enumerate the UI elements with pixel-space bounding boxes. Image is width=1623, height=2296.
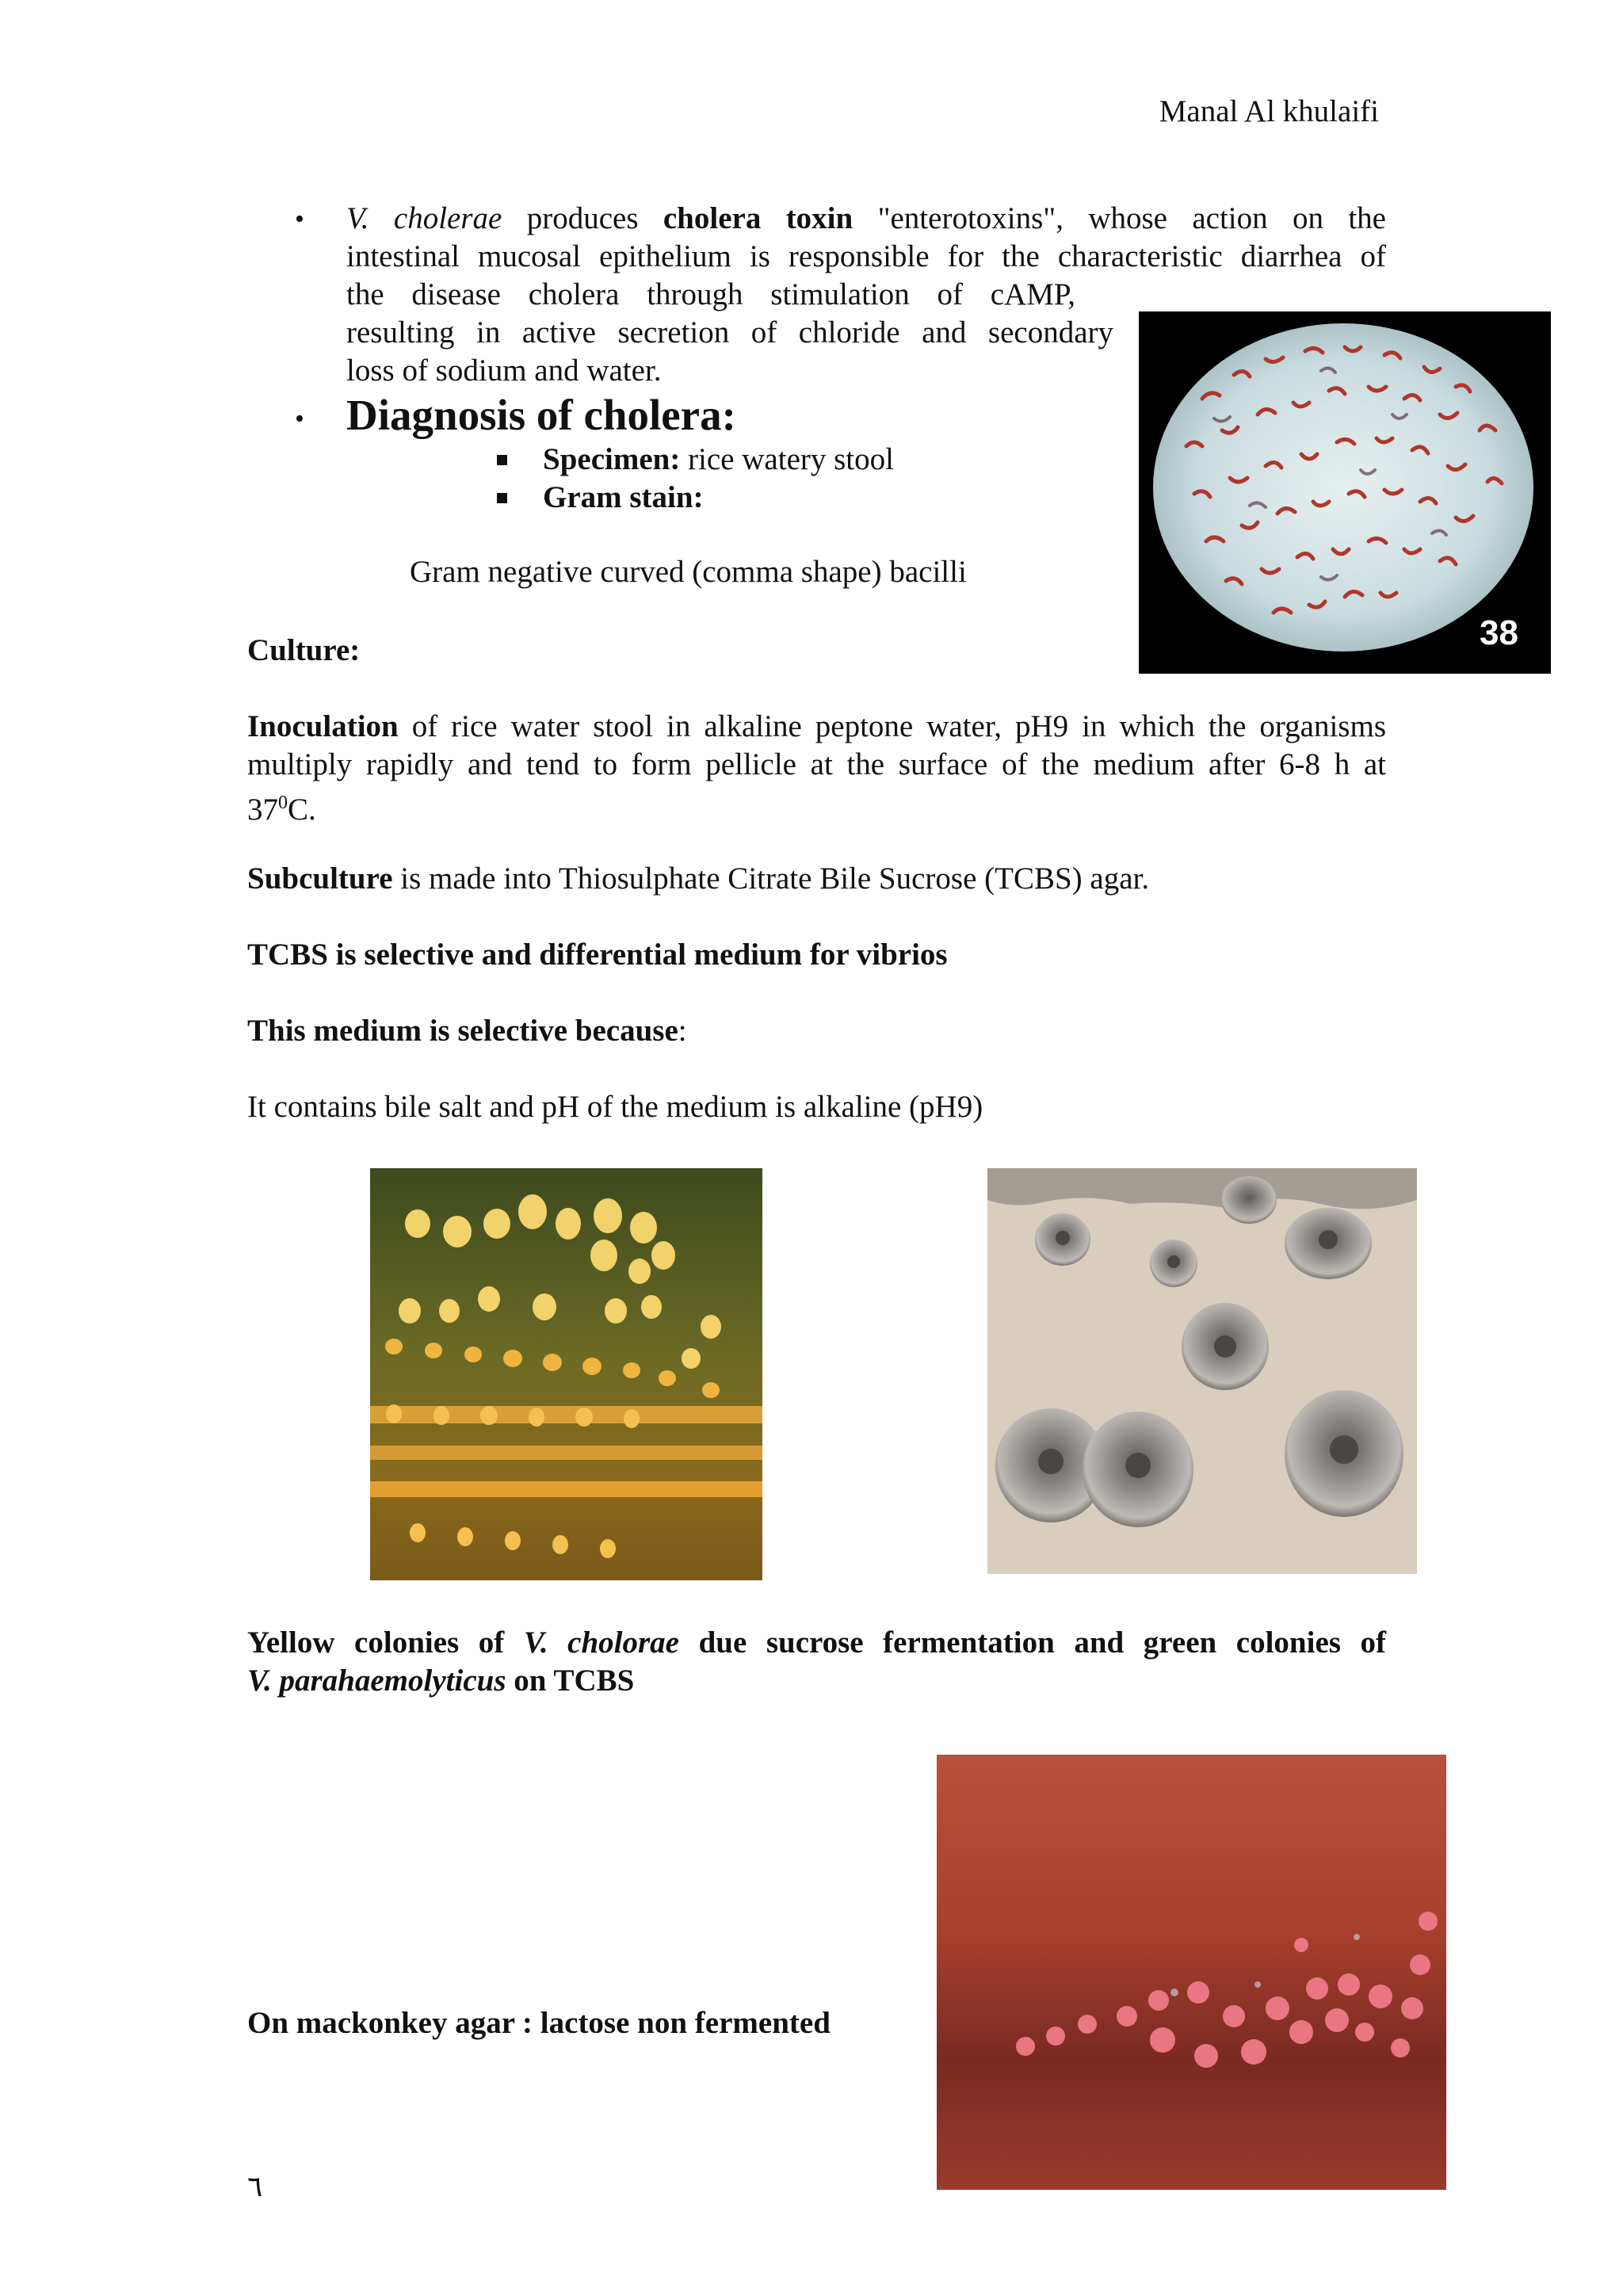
specimen-label: Specimen:: [543, 442, 681, 476]
macconkey-caption: On mackonkey agar : lactose non fermented: [247, 2006, 831, 2040]
toxin-line-4: resulting in active secretion of chloride and secondary: [346, 315, 1113, 350]
green-colonies-graphic: [987, 1168, 1417, 1574]
culture-heading: Culture:: [247, 633, 361, 667]
tcbs-yellow-colonies-photo: [370, 1168, 762, 1580]
page-header-author: Manal Al khulaifi: [1159, 94, 1379, 128]
gram-stain-label: Gram stain:: [543, 480, 704, 514]
organism-name: V. cholorae: [523, 1626, 679, 1660]
gram-stain-micrograph: [1139, 311, 1551, 674]
selective-reason: It contains bile salt and pH of the medium is alkaline (pH9): [247, 1090, 983, 1124]
inoculation-label: Inoculation: [247, 709, 399, 743]
macconkey-agar-photo: [937, 1755, 1446, 2190]
toxin-line-3: the disease cholera through stimulation of cAMP,: [346, 277, 1075, 311]
subculture-line: Subculture is made into Thiosulphate Citrate Bile Sucrose (TCBS) agar.: [247, 861, 1150, 896]
yellow-colonies-graphic: [370, 1168, 762, 1580]
tcbs-statement: TCBS is selective and differential medium for vibrios: [247, 938, 948, 972]
diagnosis-heading: Diagnosis of cholera:: [346, 391, 736, 439]
toxin-line-5: loss of sodium and water.: [346, 353, 662, 388]
organism-name: V. parahaemolyticus: [247, 1664, 506, 1698]
inoculation-line-1: Inoculation of rice water stool in alkaline peptone water, pH9 in which the organisms: [247, 709, 1386, 743]
toxin-line-1: V. cholerae produces cholera toxin "enterotoxins", whose action on the: [346, 201, 1386, 235]
organism-name: V. cholerae: [346, 201, 502, 235]
bullet-point: •: [295, 404, 304, 434]
square-bullet: [497, 455, 507, 465]
inoculation-line-2: multiply rapidly and tend to form pellicle at the surface of the medium after 6-8 h at: [247, 747, 1386, 781]
selective-heading: This medium is selective because:: [247, 1014, 687, 1048]
subculture-label: Subculture: [247, 861, 393, 896]
specimen-value: rice watery stool: [680, 442, 894, 476]
inoculation-temperature: $37^0C$.: [247, 793, 316, 827]
gram-result-text: Gram negative curved (comma shape) bacilli: [410, 555, 967, 589]
page-number: ٦: [247, 2171, 263, 2202]
tcbs-caption-line-2: V. parahaemolyticus on TCBS: [247, 1664, 635, 1698]
toxin-line-2: intestinal mucosal epithelium is responsible for the characteristic diarrhea of: [346, 239, 1386, 273]
bullet-point: •: [295, 204, 304, 234]
square-bullet: [497, 493, 507, 503]
tcbs-caption-line-1: Yellow colonies of V. cholorae due sucrose fermentation and green colonies of: [247, 1626, 1387, 1660]
macconkey-graphic: [937, 1755, 1446, 2190]
specimen-line: [543, 441, 894, 479]
toxin-name: cholera toxin: [663, 201, 854, 235]
tcbs-green-colonies-photo: [987, 1168, 1417, 1574]
micrograph-graphic: [1139, 311, 1551, 674]
figure-number: 38: [1480, 613, 1518, 652]
